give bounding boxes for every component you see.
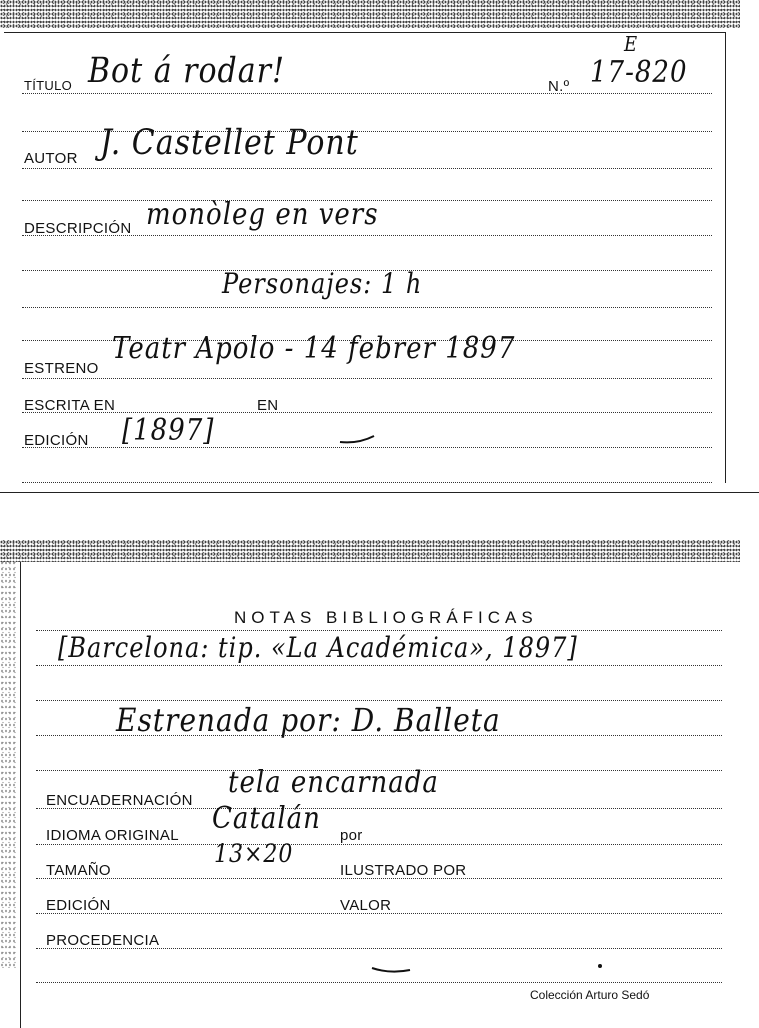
catalog-card-bottom <box>0 540 740 1028</box>
personajes-value: Personajes: 1 h <box>222 267 423 300</box>
valor-label: VALOR <box>340 897 392 914</box>
ruled-line <box>22 93 712 94</box>
idioma-value: Catalán <box>212 801 321 836</box>
descripcion-label: DESCRIPCIÓN <box>24 220 132 237</box>
edicion-label: EDICIÓN <box>24 432 89 449</box>
scan-speckle-side <box>0 560 16 968</box>
card-frame <box>4 32 726 483</box>
estreno-value: Teatr Apolo - 14 febrer 1897 <box>112 331 516 366</box>
catalog-card-top <box>0 0 740 495</box>
idioma-label: IDIOMA ORIGINAL <box>46 827 179 844</box>
en-label: EN <box>257 397 279 414</box>
tamano-value: 13×20 <box>214 840 294 869</box>
nota-imprenta: [Barcelona: tip. «La Académica», 1897] <box>58 631 578 664</box>
notas-heading: NOTAS BIBLIOGRÁFICAS <box>234 608 538 627</box>
edicion-label-bottom: EDICIÓN <box>46 897 111 914</box>
collection-footer: Colección Arturo Sedó <box>530 988 650 1002</box>
encuadernacion-value: tela encarnada <box>228 765 439 800</box>
autor-value: J. Castellet Pont <box>100 122 359 163</box>
card-divider <box>0 492 759 493</box>
descripcion-value: monòleg en vers <box>146 197 379 232</box>
ink-dot <box>598 964 602 968</box>
ilustrado-label: ILUSTRADO POR <box>340 862 467 879</box>
edicion-value: [1897] <box>122 413 215 448</box>
ruled-line <box>22 378 712 379</box>
ruled-line <box>36 844 722 845</box>
pen-stroke-mark <box>338 432 378 446</box>
scan-speckle-edge <box>0 540 740 562</box>
estreno-label: ESTRENO <box>24 360 99 377</box>
nota-estreno: Estrenada por: D. Balleta <box>116 701 501 739</box>
escrita-label: ESCRITA EN <box>24 397 116 414</box>
ruled-line <box>36 982 722 983</box>
ruled-line <box>22 307 712 308</box>
numero-value: 17-820 <box>590 55 688 90</box>
procedencia-label: PROCEDENCIA <box>46 932 160 949</box>
ruled-line <box>22 168 712 169</box>
numero-suffix: E <box>624 32 639 57</box>
titulo-value: Bot á rodar! <box>88 50 286 91</box>
autor-label: AUTOR <box>24 150 78 167</box>
scan-speckle-edge <box>0 0 740 28</box>
ruled-line <box>36 665 722 666</box>
ruled-line <box>22 482 712 483</box>
pen-stroke-mark <box>370 964 414 976</box>
por-label: por <box>340 827 363 844</box>
tamano-label: TAMAÑO <box>46 862 111 879</box>
numero-label: N.º <box>548 78 570 95</box>
encuadernacion-label: ENCUADERNACIÓN <box>46 792 193 809</box>
titulo-label: TÍTULO <box>24 78 73 93</box>
